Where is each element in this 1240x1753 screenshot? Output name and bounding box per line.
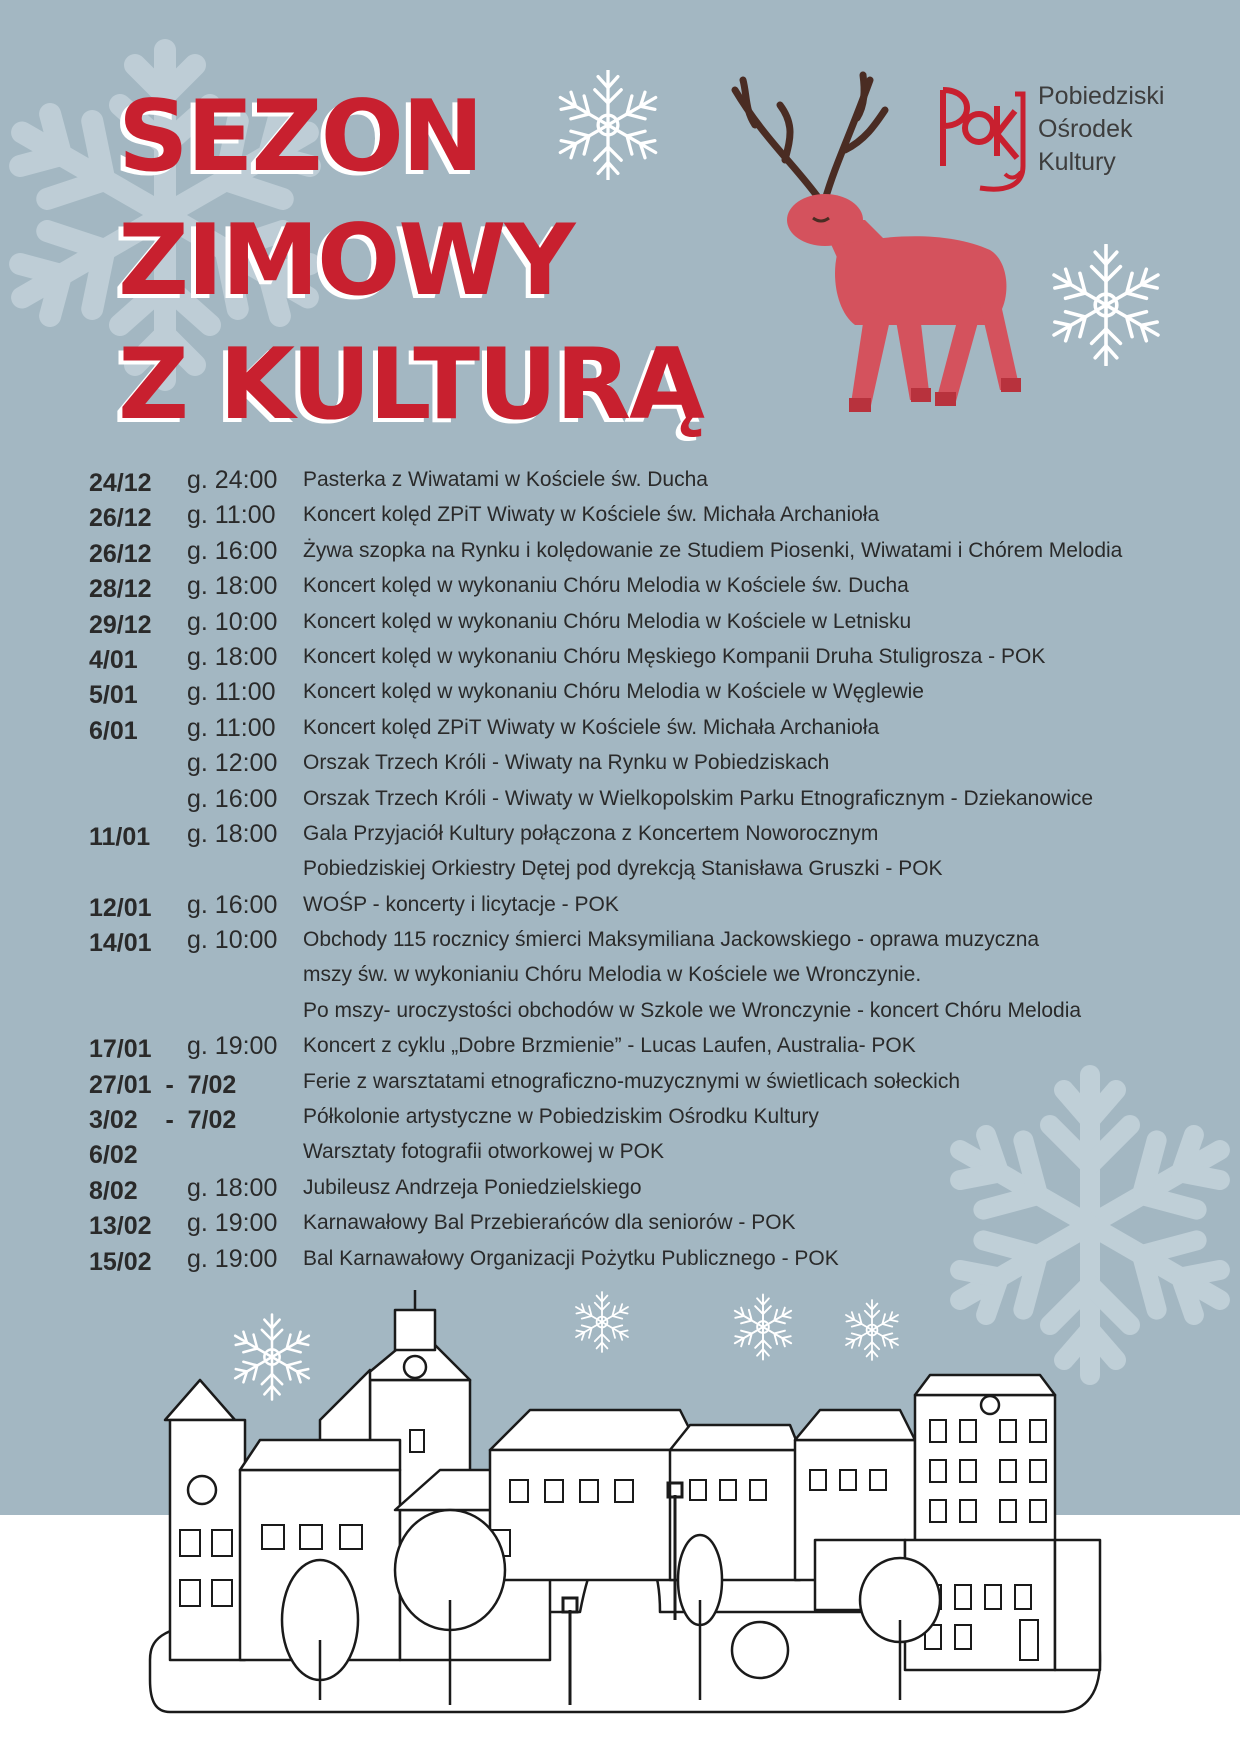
event-time: g. 24:00 <box>187 466 278 494</box>
event-time: g. 19:00 <box>187 1032 278 1061</box>
event-date: 8/02 <box>89 1176 138 1205</box>
event-time: g. 18:00 <box>187 1173 278 1202</box>
event-description: Żywa szopka na Rynku i kolędowanie ze Studiem Piosenki, Wiwatami i Chórem Melodia <box>303 538 1123 562</box>
event-date: 17/01 <box>89 1035 152 1064</box>
event-date: 15/02 <box>89 1247 152 1276</box>
organizer-name-line-2: Ośrodek <box>1038 115 1133 143</box>
event-time: g. 16:00 <box>187 536 278 565</box>
event-description: Orszak Trzech Króli - Wiwaty na Rynku w Pobiedziskach <box>303 751 830 775</box>
event-description: Bal Karnawałowy Organizacji Pożytku Publicznego - POK <box>303 1246 839 1270</box>
organizer-name-line-3: Kultury <box>1038 148 1116 176</box>
event-date: 12/01 <box>89 893 152 922</box>
event-description: WOŚP - koncerty i licytacje - POK <box>303 892 619 916</box>
event-date: 11/01 <box>89 822 151 851</box>
event-time: g. 12:00 <box>187 749 278 778</box>
event-time: g. 16:00 <box>187 784 278 813</box>
organizer-name-line-1: Pobiedziski <box>1038 82 1165 110</box>
event-time: g. 10:00 <box>187 926 278 955</box>
event-description: Po mszy- uroczystości obchodów w Szkole we Wronczynie - koncert Chóru Melodia <box>303 998 1082 1022</box>
event-description: Koncert kolęd ZPiT Wiwaty w Kościele św. Michała Archanioła <box>303 503 880 527</box>
event-time: g. 19:00 <box>187 1209 278 1238</box>
event-date: 3/02 - 7/02 <box>89 1106 237 1135</box>
event-description: mszy św. w wykonianiu Chóru Melodia w Kościele we Wronczynie. <box>303 963 922 987</box>
event-description: Gala Przyjaciół Kultury połączona z Koncertem Noworocznym <box>303 821 879 845</box>
event-date: 4/01 <box>89 645 138 674</box>
event-time: g. 11:00 <box>187 678 276 707</box>
event-date: 26/12 <box>89 504 152 533</box>
event-description: Warsztaty fotografii otworkowej w POK <box>303 1140 664 1164</box>
event-description: Pasterka z Wiwatami w Kościele św. Ducha <box>303 468 708 491</box>
event-time: g. 19:00 <box>187 1244 278 1273</box>
event-time: g. 11:00 <box>187 501 276 530</box>
event-description: Karnawałowy Bal Przebierańców dla seniorów - POK <box>303 1211 796 1235</box>
event-time: g. 18:00 <box>187 819 278 848</box>
title-line-2: ZIMOWY <box>118 204 574 318</box>
event-description: Koncert kolęd w wykonaniu Chóru Melodia w Kościele św. Ducha <box>303 574 909 598</box>
event-description: Koncert z cyklu „Dobre Brzmienie” - Lucas Laufen, Australia- POK <box>303 1034 916 1058</box>
event-time: g. 18:00 <box>187 642 278 671</box>
event-time: g. 11:00 <box>187 713 276 742</box>
event-description: Jubileusz Andrzeja Poniedzielskiego <box>303 1175 642 1199</box>
event-description: Koncert kolęd w wykonaniu Chóru Melodia w Kościele w Letnisku <box>303 609 912 633</box>
event-time: g. 18:00 <box>187 572 278 601</box>
event-description: Koncert kolęd w wykonaniu Chóru Melodia w Kościele w Węglewie <box>303 680 924 704</box>
event-date: 28/12 <box>89 575 152 604</box>
event-date: 6/01 <box>89 716 138 745</box>
event-time: g. 16:00 <box>187 890 278 919</box>
event-description: Półkolonie artystyczne w Pobiedziskim Ośrodku Kultury <box>303 1105 819 1129</box>
event-date: 6/02 <box>89 1141 138 1170</box>
event-description: Koncert kolęd ZPiT Wiwaty w Kościele św. Michała Archanioła <box>303 715 880 739</box>
event-date: 24/12 <box>89 469 152 497</box>
event-time: g. 10:00 <box>187 607 278 636</box>
event-description: Ferie z warsztatami etnograficzno-muzycznymi w świetlicach sołeckich <box>303 1069 961 1093</box>
event-date: 27/01 - 7/02 <box>89 1070 237 1099</box>
event-description: Pobiedziskiej Orkiestry Dętej pod dyrekcją Stanisława Gruszki - POK <box>303 857 943 881</box>
event-date: 29/12 <box>89 610 152 639</box>
title-line-3: Z KULTURĄ <box>118 328 703 442</box>
event-description: Obchody 115 rocznicy śmierci Maksymiliana Jackowskiego - oprawa muzyczna <box>303 928 1040 952</box>
title-line-1: SEZON <box>118 80 482 194</box>
event-date: 14/01 <box>89 929 152 958</box>
event-description: Orszak Trzech Króli - Wiwaty w Wielkopolskim Parku Etnograficznym - Dziekanowice <box>303 786 1094 810</box>
event-description: Koncert kolęd w wykonaniu Chóru Męskiego Kompanii Druha Stuligrosza - POK <box>303 644 1046 668</box>
event-date: 5/01 <box>89 681 138 710</box>
event-date: 26/12 <box>89 539 152 568</box>
event-date: 13/02 <box>89 1212 152 1241</box>
